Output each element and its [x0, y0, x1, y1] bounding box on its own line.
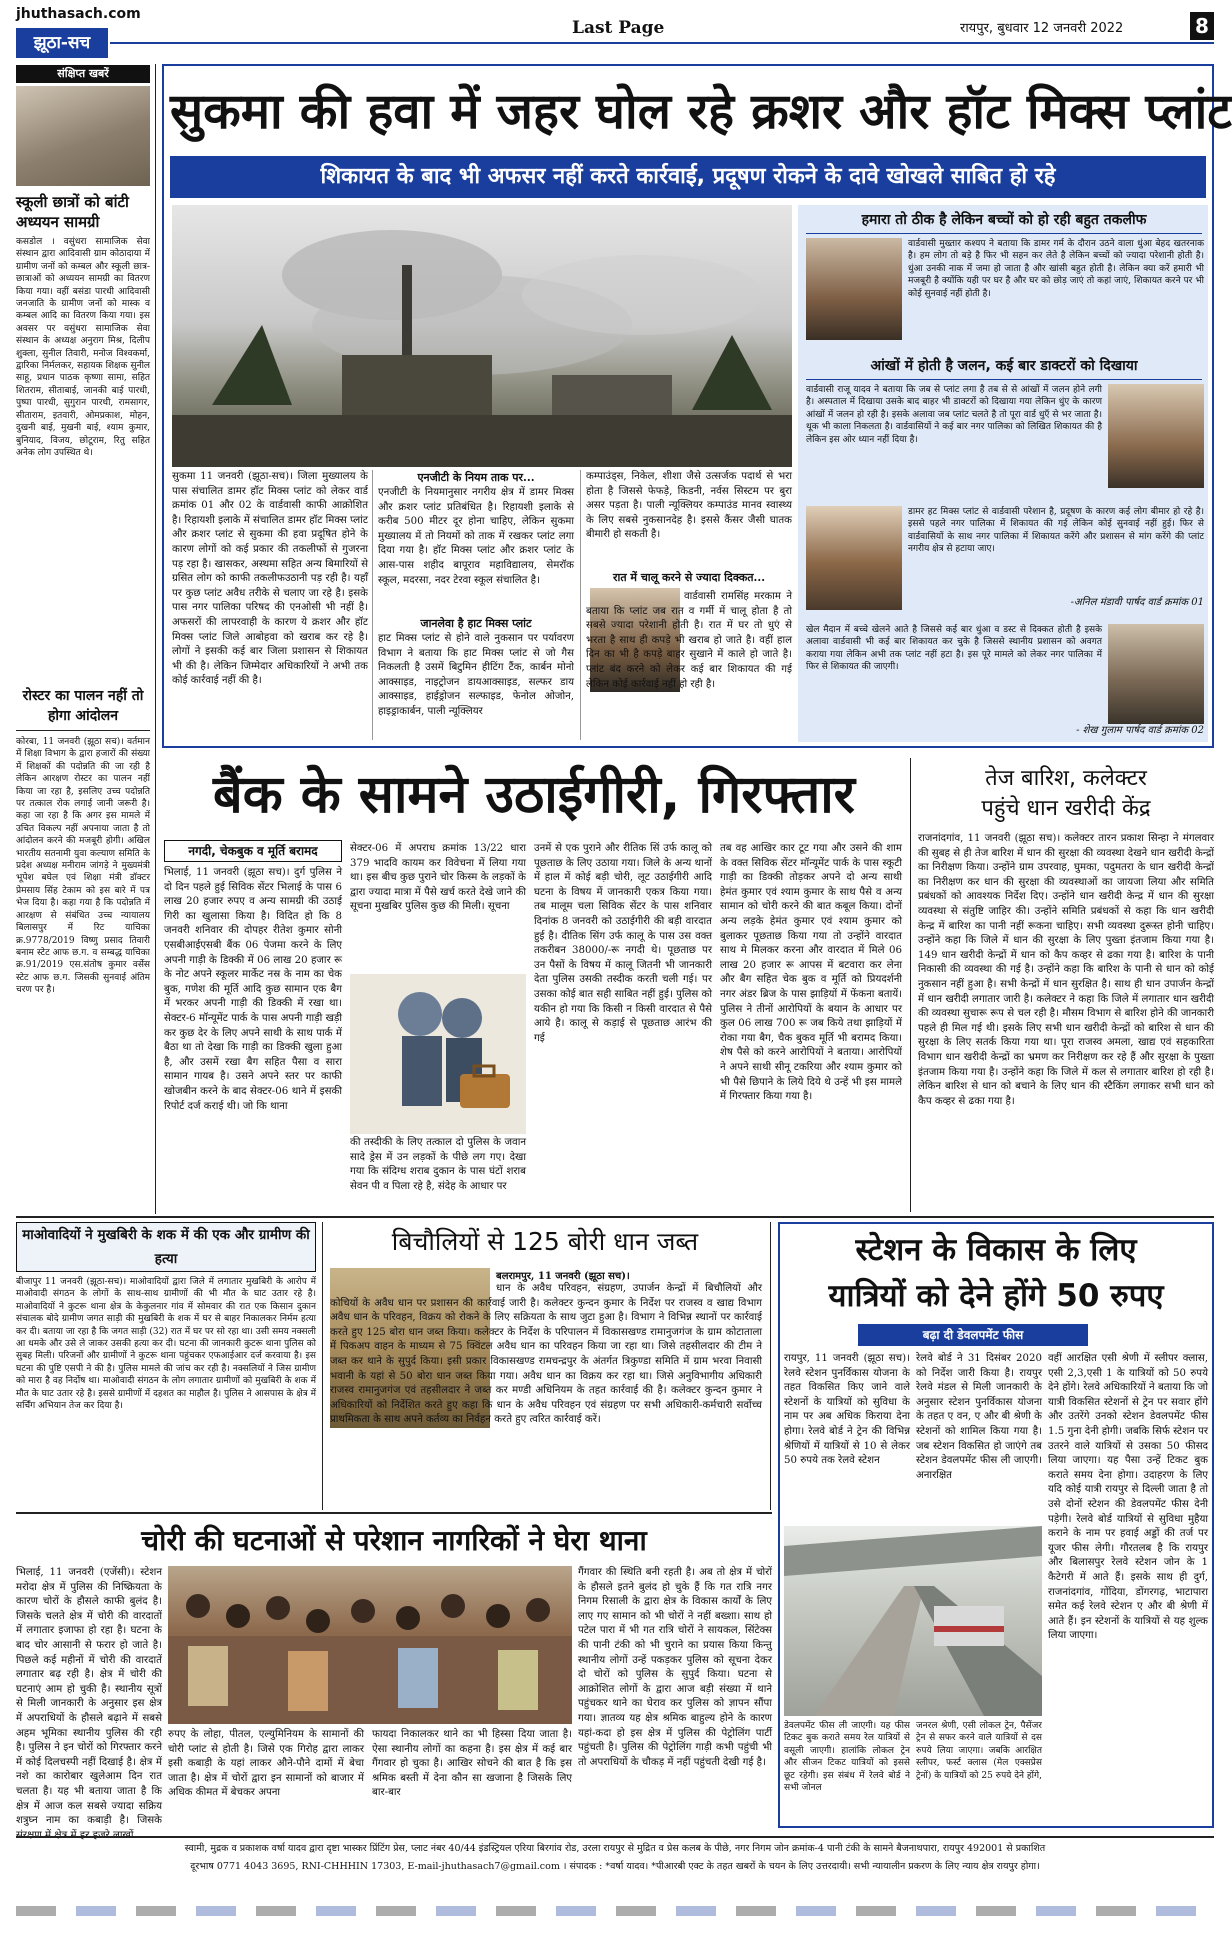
theft-headline: चोरी की घटनाओं से परेशान नागरिकों ने घेरा थाना [141, 1524, 647, 1557]
lead-rule2 [580, 470, 581, 740]
story2-title: रोस्टर का पालन नहीं तो होगा आंदोलन [16, 686, 150, 731]
side-sig3: -अनिल मंडावी पार्षद वार्ड क्रमांक 01 [1070, 597, 1204, 608]
theft-col3: फायदा निकालकर थाने का भी हिस्सा दिया जाता है। ऐसा स्थानीय लोगों का कहना है। इस क्षेत्र में कई बार गैंगवार हो चुका है। आखिर सोचने की बात है कि इस श्रमिक बस्ती में देना कौन सा खजाना है जिसके लिए बार-बार [372, 1729, 572, 1799]
bank-headline: बैंक के सामने उठाईगीरी, गिरफ्तार [213, 765, 855, 825]
paper-logo: झूठा-सच [16, 28, 108, 58]
side-text3: डामर हट मिक्स प्लांट से वार्डवासी परेशान है, प्रदूषण के कारण कई लोग बीमार हो रहे है। इससे पहले नगर पालिका में शिकायत की गई लेकिन कोई सुनवाई नहीं हुई। फिर से वार्डवासियों के साथ नगर पालिका में शिकायत करेंगे और प्रशासन से मांग करेंगे की प्लांट नगरीय क्षेत्र से हटाया जाए। [908, 507, 1204, 555]
maoist-rule [322, 1222, 323, 1510]
station-photo [784, 1526, 1042, 1716]
masthead [0, 0, 1224, 62]
bank-col2: सेक्टर-06 में अपराध क्रमांक 13/22 धारा 379 भादवि कायम कर विवेचना में लिया गया था। इस बीच कुछ पुराने चोर किस्म के लड़कों के द्वारा ज्यादा मात्रा में पैसे खर्च करते देखे जाने की सूचना मुखबिर पुलिस कुछ की मिली। सूचना [350, 843, 526, 913]
side-head1: हमारा तो ठीक है लेकिन बच्चों को हो रही बहुत तकलीफ [806, 210, 1202, 234]
maoist-body: बीजापुर 11 जनवरी (झूठा-सच)। माओवादियों द्वारा जिले में लगातार मुखबिरी के आरोप में माओवादी संगठन के लोगों के साथ-साथ ग्रामीणों की भी मौत के घाट उतार रहे है। माओवादियों ने कुटरू थाना क्षेत्र के केकुलनार गांव में सोमवार की रात एक किसान दुकान संचालक बोदे ग्रामीण जगत साड़ी की मुखबिरी के शक में घर से बाहर निकालकर निर्मम हत्या कर दी। बताया जा रहा है कि जगत साड़ी (32) रात में घर पर सो रहा था। उसी समय नक्सली आ धमके और उसे ले जाकर उसकी हत्या कर दी। घटना की जानकारी कुटरू थाना पुलिस को सुबह मिली। परिजनों और ग्रामीणों ने कुटरू थाना पहुंचकर एफआईआर दर्ज करवाया है। इस घटना की पुष्टि एसपी ने की है। पुलिस मामले की जांच कर रही है। नक्सलियों ने जिस ग्रामीण को मारा है वह निर्दोष था। माओवादी संगठन के लोग लगातार ग्रामीणों को मुखबिरी के शक में मौत के घाट उतार रहे है। इससे ग्रामीणों में दहशत का माहौल है। पुलिस ने आसपास के क्षेत्र में सर्चिंग अभियान तेज कर दिया है। [16, 1277, 316, 1412]
side-head2: आंखों में होती है जलन, कई बार डाक्टरों को दिखाया [806, 356, 1202, 380]
paddy-rule [770, 1222, 771, 1510]
thief-sketch [350, 974, 526, 1134]
thief-illustration [350, 974, 526, 1134]
bank-col3: उनमें से एक पुराने और रीतिक सिं उर्फ कालू को पूछताछ के लिए उठाया गया। जिले के अन्य थानों में हाल में कोई बड़ी चोरी, लूट उठाईगीरी आदि घटना के विषय में जानकारी एकत्र किया गया। तब मालूम चला सिविक सेंटर के पास शनिवार दिनांक 8 जनवरी को उठाईगीरी की बड़ी वारदात हुई है। दीतिक सिंग उर्फ कालू के पास उस वक्त तकरीबन 38000/-रू नगदी थे। पूछताछ पर उन पैसों के विषय में कालू जितनी भी जानकारी देता पुलिस उसकी तस्दीक करती चली गई। पर उसका कोई बात सही साबित नहीं हुई। पुलिस को यकीन हो गया कि किसी न किसी वारदात से पैसे आये है। कालू से कड़ाई से पूछताछ आरंभ की गई [534, 843, 712, 1044]
station-col1b: डेवलपमेंट फीस ली जाएगी। यह फीस टिकट बुक कराते समय रेल यात्रियों से वसूली जाएगी। हालांकि लोकल ट्रेन और सीजन टिकट यात्रियों को इससे छूट रहेगी। इस संबंध में रेलवे बोर्ड ने सभी जोनल [784, 1721, 910, 1794]
anil-photo [806, 506, 902, 610]
station-kicker: बढ़ा दी डेवलपमेंट फीस [858, 1324, 1088, 1346]
lead-col2-head: एनजीटी के नियम ताक पर... [417, 471, 535, 484]
paddy-dateline: बलरामपुर, 11 जनवरी (झूठा सच)। [496, 1271, 630, 1282]
theft-col1: भिलाई, 11 जनवरी (एजेंसी)। स्टेशन मरोदा क्षेत्र में पुलिस की निष्क्रियता के कारण चोरों के हौसले काफी बुलंद है। जिसके चलते क्षेत्र में चोरी की वारदातों में लगातार इजाफा हो रहा है। घटना के बाद चोर आसानी से फरार हो जाते है। पिछले कई महीनों में चोरी की वारदातें लगातार बढ़ रही है। क्षेत्र में चोरी की घटनाएं आम हो चुकी है। स्थानीय सूत्रों से मिली जानकारी के अनुसार इस क्षेत्र में अपराधियों के हौसले बढ़ाने में सबसे अहम भूमिका स्थानीय पुलिस की रही है। पुलिस ने इन चोरों को गिरफ्तार करने में कोई दिलचस्पी नहीं दिखाई है। क्षेत्र में नशे का कारोबार खुलेआम दिन रात चलता है। यह भी बताया जाता है कि क्षेत्र में आज कल सबसे ज्यादा सक्रिय शत्रुघ्न नाम का कबाड़ी है। जिसके [16, 1567, 162, 1827]
paddy-body: धान के अवैध परिवहन, संग्रहण, उपार्जन केन्द्रों में बिचौलियों और कोचियों के अवैध धान पर प्रशासन की कार्रवाई जारी है। कलेक्टर कुन्दन कुमार के निर्देश पर राजस्व व खाद्य विभाग अवैध धान के परिवहन, विक्रय को रोकने के लिए सक्रियता के साथ जुटा हुआ है। विभाग ने विभिन्न स्थानों पर कार्रवाई करते हुए 125 बोरा धान जब्त किया। कलेक्टर के निर्देश के परिपालन में विकासखण्ड रामानुजगंज के ग्राम कोटाताला में पिकअप वाहन के माध्यम से 75 क्विंटल अवैध धान का परिवहन किया जा रहा था। जिसे तहसीलदार की टीम ने जब्त कर थाने के सुपुर्द किया। इसी प्रकार विकासखण्ड रामचन्द्रपुर के अंतर्गत त्रिकुण्डा समिति में ग्राम भरवा निवासी भवानी के यहां से 50 बोरा धान जब्त किया गया। अवैध धान का विक्रय कर रहा था। जिसे अनुविभागीय अधिकारी राजस्व रामानुजगंज एवं तहसीलदार ने जब्त कर मण्डी अधिनियम के तहत कार्रवाई की है। कलेक्टर कुन्दन कुमार ने अधिकारियों को निर्देशित करते हुए कहा कि धान के अवैध परिवहन एवं संग्रहण पर सभी अधिकारी-कर्मचारी सर्वोच्च प्राथमिकता के साथ अपने कर्तव्य का निर्वहन करते हुए त्वरित कार्रवाई करें। [330, 1283, 762, 1426]
lead-col2: एनजीटी के नियमानुसार नगरीय क्षेत्र में डामर मिक्स और क्रशर प्लांट प्रतिबंधित है। रिहायशी इलाके से करीब 500 मीटर दूर होना चाहिए, लेकिन सुकमा मुख्यालय में तो नियमों को ताक में रखकर प्लांट लगा दिया गया है। हॉट मिक्स प्लांट और क्रशर प्लांट के आस-पास शहीद बापूराव महाविद्यालय, सेमरॉक स्कूल, मदरसा, नदर टेरवा स्कूल संचालित है। [378, 487, 574, 586]
maoist-headline: माओवादियों ने मुखबिरी के शक में की एक और ग्रामीण की हत्या [16, 1222, 316, 1272]
lead-rule1 [372, 470, 373, 740]
theft-col2: रुपए के लोहा, पीतल, एल्युमिनियम के सामानों की चोरी प्लांट से होती है। जिसे एक गिरोह द्वारा लाकर इसी कबाड़ी के यहां लाकर औने-पौने दामों में बेचा जाता है। क्षेत्र में चोरों द्वारा इन सामानों को बाजार में अधिक कीमत में बेचकर अपना [168, 1729, 364, 1799]
footer-imprint: स्वामी, मुद्रक व प्रकाशक वर्षा यादव द्वारा दृष्टा भास्कर प्रिंटिंग प्रेस, प्लाट नंबर 40/44 इंडस्ट्रियल एरिया बिरगांव रोड, उरला रायपुर से मुद्रित व प्रेस कलब के पीछे, नगर निगम जोन क्रमांक-4 पानी टंकी के सामने बैजनाथपारा, रायपुर 492001 से प्रकाशित [184, 1843, 1046, 1854]
bank-col4: तब वह आखिर कार टूट गया और उसने की शाम के वक्त सिविक सेंटर मॉन्यूमेंट पार्क के पास स्कूटी गाड़ी का डिक्की तोड़कर अपने दो अन्य साथी हेमंत कुमार एवं श्याम कुमार के साथ पैसे व अन्य सामान को चोरी करने की बात कबूल किया। दोनों अन्य लड़के हेमंत कुमार एवं श्याम कुमार को बुलाकर पूछताछ किया गया तो उन्होंने वारदात साथ मे मिलकर करना और वारदात में मिले 06 लाख 20 हजार रू आपस में बटवारा कर लेना और बैग सहित चेक बुक व मूर्ति को प्रियदर्शनी नगर अंडर ब्रिज के पास झाड़ियों में फेंकना बतायें। पुलिस ने तीनों आरोपियों के बयान के आधार पर कुल 06 लाख 700 रू जब किये तथा झाड़ियों में रोका गया बैग, चैक बुकव मूर्ति भी बरामद किया। शेष पैसे को करने आरोपियों ने बताया। आरोपियों ने अपने साथी सीनू टकरिया और श्याम कुमार को भी पैसे छिपाने के लिये दिये थे उन्हें भी इस मामले में गिरफ्तार किया गया है। [720, 843, 902, 1103]
lead-col3: कम्पाउंड्स, निकेल, शीशा जैसे उत्सर्जक पदार्थ से भरा होता है जिससे फेफड़े, किडनी, नर्वस सिस्टम पर बुरा असर पड़ता है। पाली न्यूक्लियर कम्पाउंड मानव स्वास्थ्य के लिए सबसे नुकसानदेह है। इससे कैंसर जैसी घातक बीमारी हो सकती है। [586, 471, 792, 541]
bank-rule [910, 758, 911, 1212]
platform-sketch [784, 1526, 1042, 1716]
bank-col2b: की तस्दीकी के लिए तत्काल दो पुलिस के जवान सादे ड्रेस में उन लड़कों के पीछे लग गए। देखा गया कि संदिग्ध शराब दुकान के पास घंटों शराब सेवन पी व पिला रहे है, संदेह के आधार पर [350, 1137, 526, 1192]
masthead-rule [110, 42, 1214, 44]
dateline: रायपुर, बुधवार 12 जनवरी 2022 [960, 21, 1124, 36]
side-text1: वार्डवासी मुख्तार कश्यप ने बताया कि डामर गर्म के दौरान उठने वाला धुंआ बेहद खतरनाक है। हम लोग तो बड़े है फिर भी सहन कर लेते है लेकिन बच्चों को ज्यादा परेशानी होती है। धुंआ उनकी नाक में जमा हो जाता है और खांसी बहुत होती है। लेकिन क्या करें हमारी भी मजबूरी है क्योंकि यही पर घर है और घर को छोड़ जाएं तो कहां जाएं, शिकायत करने पर भी कोई सुनवाई नहीं होती है। [908, 239, 1204, 299]
gulam-photo [1108, 624, 1204, 724]
theft-rule [16, 1512, 772, 1514]
lead-col2b: हाट मिक्स प्लांट से होने वाले नुकसान पर पर्यावरण विभाग ने बताया कि हाट मिक्स प्लांट से जो गैस निकलती है उसमें बिटुमिन हीटिंग टैंक, कार्बन मोनो आक्साइड, नाइट्रोजन डायआक्साइड, सल्फर डाय आक्साइड, हाईड्रोजन सल्फाइड, फेनोल ओजोन, हाइड्राकार्बन, पाली न्यूक्लियर [378, 633, 574, 717]
footer-contact: दूरभाष 0771 4043 3695, RNI-CHHHIN 17303, E-mail-jhuthasach7@gmail.com । संपादक : *वर्षा यादव। *पीआरबी एक्ट के तहत खबरों के चयन के लिए उत्तरदायी। सभी न्यायालीन प्रकरण के लिए न्याय क्षेत्र रायपुर होगा। [190, 1861, 1040, 1872]
crowd-sketch [168, 1566, 572, 1724]
lead-subhead: शिकायत के बाद भी अफसर नहीं करते कार्रवाई, प्रदूषण रोकने के दावे खोखले साबित हो रहे [170, 156, 1206, 198]
story1-body: कसडोल । वसुंधरा सामाजिक सेवा संस्थान द्वारा आदिवासी ग्राम कोठादाया में ग्रामीण जनों को कम्बल और स्कूली छात्र-छात्राओं को अध्ययन सामग्री का वितरण किया गया। वहीं बसंडा पारधी आदिवासी जनजाति के ग्रामीण जनों को मास्क व कम्बल आदि का वितरण किया गया। इस अवसर पर वसुंधरा सामाजिक सेवा संस्थान के अध्यक्ष अनुराग मिश्र, दिलीप शुक्ला, सुनील तिवारी, मनोज विश्वकर्मा, द्वारिका निर्मलकर, सहायक शिक्षक सुनील साहू, प्रधान पाठक कृष्णा सामा, सहित शितराम, सीताबाई, जानकी बाई पारधी, पुष्पा पारधी, सुगुरान पारधी, रामसागर, सीताराम, इतवारी, ओमप्रकाश, मोहन, दुखनी बाई, मुखनी बाई, श्याम कुमार, बुनियाद, विजय, छोटूराम, रितु सहित अनेक लोग उपस्थित थे। [16, 237, 150, 458]
lead-col1: सुकमा 11 जनवरी (झूठा-सच)। जिला मुख्यालय के पास संचालित डामर हॉट मिक्स प्लांट को लेकर वार्ड क्रमांक 01 और 02 के वार्डवासी काफी आक्रोशित है। रिहायशी इलाके में संचालित डामर हॉट मिक्स प्लांट और क्रशर प्लांट से सुकमा की हवा प्रदूषित होने के कारण लोगों को कई प्रकार की तकलीफों से गुजरना पड़ रहा है। खासकर, अस्थमा सहित अन्य बिमारियों से ग्रसित लोग को काफी तकलीफउठानी पड़ रही है। यहाँ पर कुछ प्लांट अवैध तरीके से चलाए जा रहे है। इसके पास नगर पालिका परिषद की एनओसी भी नहीं है। अफसरों की लापरवाही के कारण ये क्रशर और हॉट मिक्स प्लांट जिले आबोहवा को खराब कर रहे है। लोगों ने इसकी कई बार जिला प्रशासन से शिकायत भी की है। लेकिन जिम्मेदार अधिकारियों ने अभी तक कोई कार्रवाई नहीं की है। [172, 471, 368, 687]
station-col2: रेलवे बोर्ड ने 31 दिसंबर 2020 को निर्देश जारी किया है। रायपुर रेलवे मंडल से मिली जानकारी के अनुसार स्टेशन पुनर्विकास योजना के तहत ए वन, ए और बी श्रेणी के स्टेशनों को शामिल किया गया है। जब स्टेशन विकसित हो जाएंगे तब स्टेशन डेवलपमेंट फीस ली जाएगी। अनारक्षित [916, 1353, 1042, 1481]
footer-rule [16, 1836, 1214, 1838]
lead-headline: सुकमा की हवा में जहर घोल रहे क्रशर और हॉट मिक्स प्लांट [170, 83, 1232, 140]
story2-body: कोरबा, 11 जनवरी (झूठा सच)। वर्तमान में शिक्षा विभाग के द्वारा हजारों की संख्या में शिक्षकों की पदोन्नति की जा रही है लेकिन आरक्षण रोस्टर का पालन नहीं किया जा रहा है, इसलिए उच्च पदोन्नति पर तत्काल रोक लगाई जानी जरूरी है। कहा जा रहा है कि अगर इस मामले में उचित विकल्प नहीं अपनाया जाता है तो आंदोलन करने की मजबूरी होगी। अखिल भारतीय सतनामी युवा कल्याण समिति के प्रदेश अध्यक्ष मनीराम जांगड़े ने मुख्यमंत्री भूपेश बघेल एवं शिक्षा मंत्री डॉक्टर प्रेमसाय सिंह टेकाम को इस बारे में पत्र भेज दिया है। कहा गया है कि पदोन्नति में आरक्षण से संबंधित उच्च न्यायालय बिलासपुर में रिट याचिका क्र.9778/2019 विष्णु प्रसाद तिवारी बनाम स्टेट आफ छ.ग. व सम्बद्ध याचिका क्र.91/2019 एस.संतोष कुमार वर्सेस स्टेट आफ छ.ग. जिसकी सुनवाई अंतिम चरण पर है। [16, 737, 150, 996]
station-headline1: स्टेशन के विकास के लिए [855, 1232, 1137, 1268]
crowd-photo [168, 1566, 572, 1724]
rain-headline2: पहुंचे धान खरीदी केंद्र [981, 796, 1151, 821]
lead-col3b: वार्डवासी रामसिंह मरकाम ने बताया कि प्लांट जब रात व गर्मी में चालू होता है तो सबसे ज्यादा परेशानी होती है। रात में घर तो धुएं से भरता है साथ ही कपड़े भी खराब हो जाते है। वहीं हाल दिन का भी है कपड़े बाहर सुखाने में काले हो जाते है। प्लांट बंद करने को लेकर कई बार शिकायत की गई लेकिन कोई कार्रवाई नहीं हो रही है। [586, 591, 792, 690]
page-number: 8 [1190, 12, 1214, 40]
smoke-photo [172, 205, 792, 467]
mukhtar-photo [806, 238, 902, 340]
station-col2b: जनरल श्रेणी, एसी लोकल ट्रेन, पैसेंजर ट्रेन से सफर करने वाले यात्रियों से दस रुपये लिया जाएगा। जबकि आरक्षित स्लीपर, फर्स्ट क्लास (मेल एक्सप्रेस ट्रेनों) के यात्रियों को 25 रुपये देने होंगे, [916, 1721, 1042, 1781]
story1-title: स्कूली छात्रों को बांटी अध्ययन सामग्री [16, 193, 129, 231]
station-headline2: यात्रियों को देने होंगे 50 रुपए [828, 1278, 1164, 1314]
rain-body: राजनांदगांव, 11 जनवरी (झूठा सच)। कलेक्टर तारन प्रकाश सिन्हा ने मंगलवार की सुबह से ही तेज बारिश में धान की सुरक्षा की व्यवस्था देखने धान खरीदी केन्द्रों का निरीक्षण किया। उन्होंने ग्राम उपरवाह, घुमका, पदुमतरा के धान खरीदी केन्द्रों का निरीक्षण कर धान की सुरक्षा की व्यवस्थाओं का जायजा लिया और समिति प्रबंधकों को आवश्यक निर्देश दिए। उन्होंने धान खरीदी केन्द्र में धान की सुरक्षा व्यवस्था से संतुष्टि जाहिर की। उन्होंने समिति प्रबंधकों से कहा कि धान खरीदी केन्द्र में बारिश का पानी नहीं रूकना चाहिए। सभी व्यवस्था दुरूस्त होनी चाहिए। उन्होंने कहा कि जिले में धान की सुरक्षा के लिए पुख्ता इंतजाम किया गया है। 149 धान खरीदी केन्द्रों में धान को कैप कव्हर से ढका गया है। बारिश के पानी निकासी की व्यवस्था की गई है। उन्होंने कहा कि बारिश के पानी से धान को कोई नुकसान नहीं हुआ है। सभी केन्द्रों में धान सुरक्षित है। साथ ही धान उपार्जन केन्द्रों में धान खरीदी लगातार जारी है। कलेक्टर ने कहा कि जिले में लगातार धान खरीदी की व्यवस्था सुचारू रूप से चल रही है। मौसम विभाग से बारिश होने की जानकारी पहले ही मिल गई थी। इसके लिए सभी धान खरीदी केन्द्रों को बारिश से धान की सुरक्षा के लिए सतर्क किया गया था। पूरा राजस्व अमला, खाद्य एवं सहकारिता विभाग धान खरीदी केन्द्रों का भ्रमण कर निरीक्षण कर रहे हैं और सुरक्षा के पुख्ता इंतजाम किया गया है। उन्होंने कहा कि जिले में कल से लगातार बारिश हो रही है। लेकिन बारिश से धान को बचाने के लिए धान की स्टैकिंग लगाकर सभी धान को कैप कव्हर से ढका गया है। [918, 833, 1214, 1107]
side-sig4: - शेख गुलाम पार्षद वार्ड क्रमांक 02 [1076, 725, 1204, 736]
theft-col4: गैंगवार की स्थिति बनी रहती है। अब तो क्षेत्र में चोरों के हौसले इतने बुलंद हो चुके हैं कि गत रात्रि नगर निगम रिसाली के द्वारा क्षेत्र के विकास कार्यों के लिए लाए गए सामान को भी चोरों ने नहीं बख्शा। साथ हो पटेल पारा में भी गत रात्रि चोरों ने सायकल, सिंटेक्स की पानी टंकी को भी चुराने का प्रयास किया किन्तु स्थानीय लोगों उन्हें पकड़कर पुलिस को सूचना देकर दो चोरों को पुलिस के सुपुर्द किया। घटना से आक्रोशित लोगों के द्वारा आज बड़ी संख्या में थाने पहुंचकर थाने का घेराव कर पुलिस को ज्ञापन सौंपा गया। ज्ञातव्य यह क्षेत्र श्रमिक बाहुल्य होने के कारण यहां-कदा हो इस क्षेत्र में पुलिस की पेट्रोलिंग पार्टी पहुंचती है। पुलिस की पेट्रोलिंग गाड़ी कभी पहुंची भी तो अपराधियों के चौकड़ में नहीं पहुंचती देखी गई है। [578, 1567, 772, 1768]
side-text4: खेल मैदान में बच्चे खेलने आते है जिससे कई बार धुंआ व डस्ट से दिक्कत होती है इसके अलावा वार्डवासी भी कई बार शिकायत कर चुके है जिससे स्थानीय प्रशासन को अवगत कराया गया लेकिन अभी तक प्लांट नहीं हटा है। इस पूरे मामले को लेकर नगर पालिका में फिर से शिकायत की जाएगी। [806, 625, 1102, 673]
site-url[interactable]: jhuthasach.com [16, 6, 141, 22]
bank-col1: भिलाई, 11 जनवरी (झूठा सच)। दुर्ग पुलिस ने दो दिन पहले हुई सिविक सेंटर भिलाई के पास 6 लाख 20 हजार रुपए व अन्य सामग्री की उठाई गिरी का खुलासा किया है। विदित हो कि 8 जनवरी शनिवार की दोपहर रीतेश कुमार सोनी एसबीआईएसबी बैंक 06 पेजमा करने के लिए अपनी गाड़ी के डिक्की में 06 लाख 20 हजार रू के नोट अपने स्कूलर मार्केट नस्र के नाम का चेक बुक, गणेश की मूर्ति आदि कुछ सामान एक बैग में भरकर अपनी गाड़ी की डिक्की में रखा था। सेक्टर-6 मॉन्यूमेंट पार्क के पास अपनी गाड़ी खड़ी कर कुछ देर के लिए अपने साथी के साथ पार्क में बैठा था तो देखा कि गाड़ी का डिक्की खुला हुआ है, और उसमें रखा बैग सहित पैसा व सारा सामान गायब है। उसने अपने स्तर पर काफी खोजबीन करने के बाद सेक्टर-06 थाने में इसकी रिपोर्ट दर्ज कराई थी। जो कि थाना [164, 867, 342, 1112]
station-col3: वहीं आरक्षित एसी श्रेणी में स्लीपर क्लास, एसी 2,3,एसी 1 के यात्रियों को 50 रुपये देने होंगे। रेलवे अधिकारियों ने बताया कि जो यात्री विकसित स्टेशनों से ट्रेन पर सवार होंगे और उतरेंगे उनको स्टेशन डेवलपमेंट फीस 1.5 गुना देनी होगी। जबकि सिर्फ स्टेशन पर उतरने वाले यात्रियों से उसका 50 फीसद लिया जाएगा। यह पैसा उन्हें टिकट बुक कराते समय देना होगा। उदाहरण के लिए यदि कोई यात्री रायपुर से दिल्ली जाता है तो उसे दोनों स्टेशन की डेवलपमेंट फीस देनी पड़ेगी। रेलवे बोर्ड यात्रियों से सुविधा मुहैया कराने के नाम पर हवाई अड्डों की तर्ज पर यूजर फीस लेगी। गौरतलब है कि रायपुर और बिलासपुर रेलवे स्टेशन जोन के 1 कैटेगरी में आते हैं। इसके साथ ही दुर्ग, राजनांदगांव, गोंदिया, डोंगरगढ़, भाटापारा समेत कई रेलवे स्टेशन ए और बी श्रेणी में आते हैं। इन स्टेशनों के यात्रियों से यह शुल्क लिया जाएगा। [1048, 1353, 1208, 1642]
brief-tag: संक्षिप्त खबरें [16, 65, 150, 83]
station-col1: रायपुर, 11 जनवरी (झूठा सच)। रेलवे स्टेशन पुनर्विकास योजना के तहत विकसित किए जाने वाले स्टेशनों के यात्रियों को सुविधा के नाम पर अब अधिक किराया देना होगा। रेलवे बोर्ड ने ट्रेन की विभिन्न श्रेणियों में यात्रियों से 10 से लेकर 50 रुपये तक रेलवे स्टेशन [784, 1353, 910, 1467]
left-col-rule [155, 64, 156, 1214]
registration-bar [16, 1906, 1214, 1916]
mid-rule [16, 1216, 1214, 1218]
section-label: Last Page [572, 18, 665, 38]
raju-photo [1108, 384, 1204, 488]
rain-headline1: तेज बारिश, कलेक्टर [985, 766, 1147, 791]
paddy-headline: बिचौलियों से 125 बोरी धान जब्त [391, 1227, 699, 1256]
lead-col2-head2: जानलेवा है हाट मिक्स प्लांट [420, 617, 532, 630]
school-photo [16, 86, 150, 186]
lead-col3-head: रात में चालू करने से ज्यादा दिक्कत... [612, 571, 766, 584]
smoke-illustration [172, 205, 792, 467]
bank-kicker: नगदी, चेकबुक व मूर्ति बरामद [164, 840, 342, 862]
side-text2: वार्डवासी राजू यादव ने बताया कि जब से प्लांट लगा है तब से से आंखों में जलन होने लगी है। अस्पताल में दिखाया उसके बाद बाहर भी डाक्टरों को दिखाया गया लेकिन धुंए के कारण आंखों में जलन हो रही है। इसके अलावा जब प्लांट चलते है तो पूरा वार्ड धुएँ से भर जाता है। थूक भी काला निकलता है। वार्डवासियों ने कई बार नगर पालिका को लिखित शिकायत की है लेकिन इस ओर ध्यान नहीं दिया है। [806, 385, 1102, 445]
